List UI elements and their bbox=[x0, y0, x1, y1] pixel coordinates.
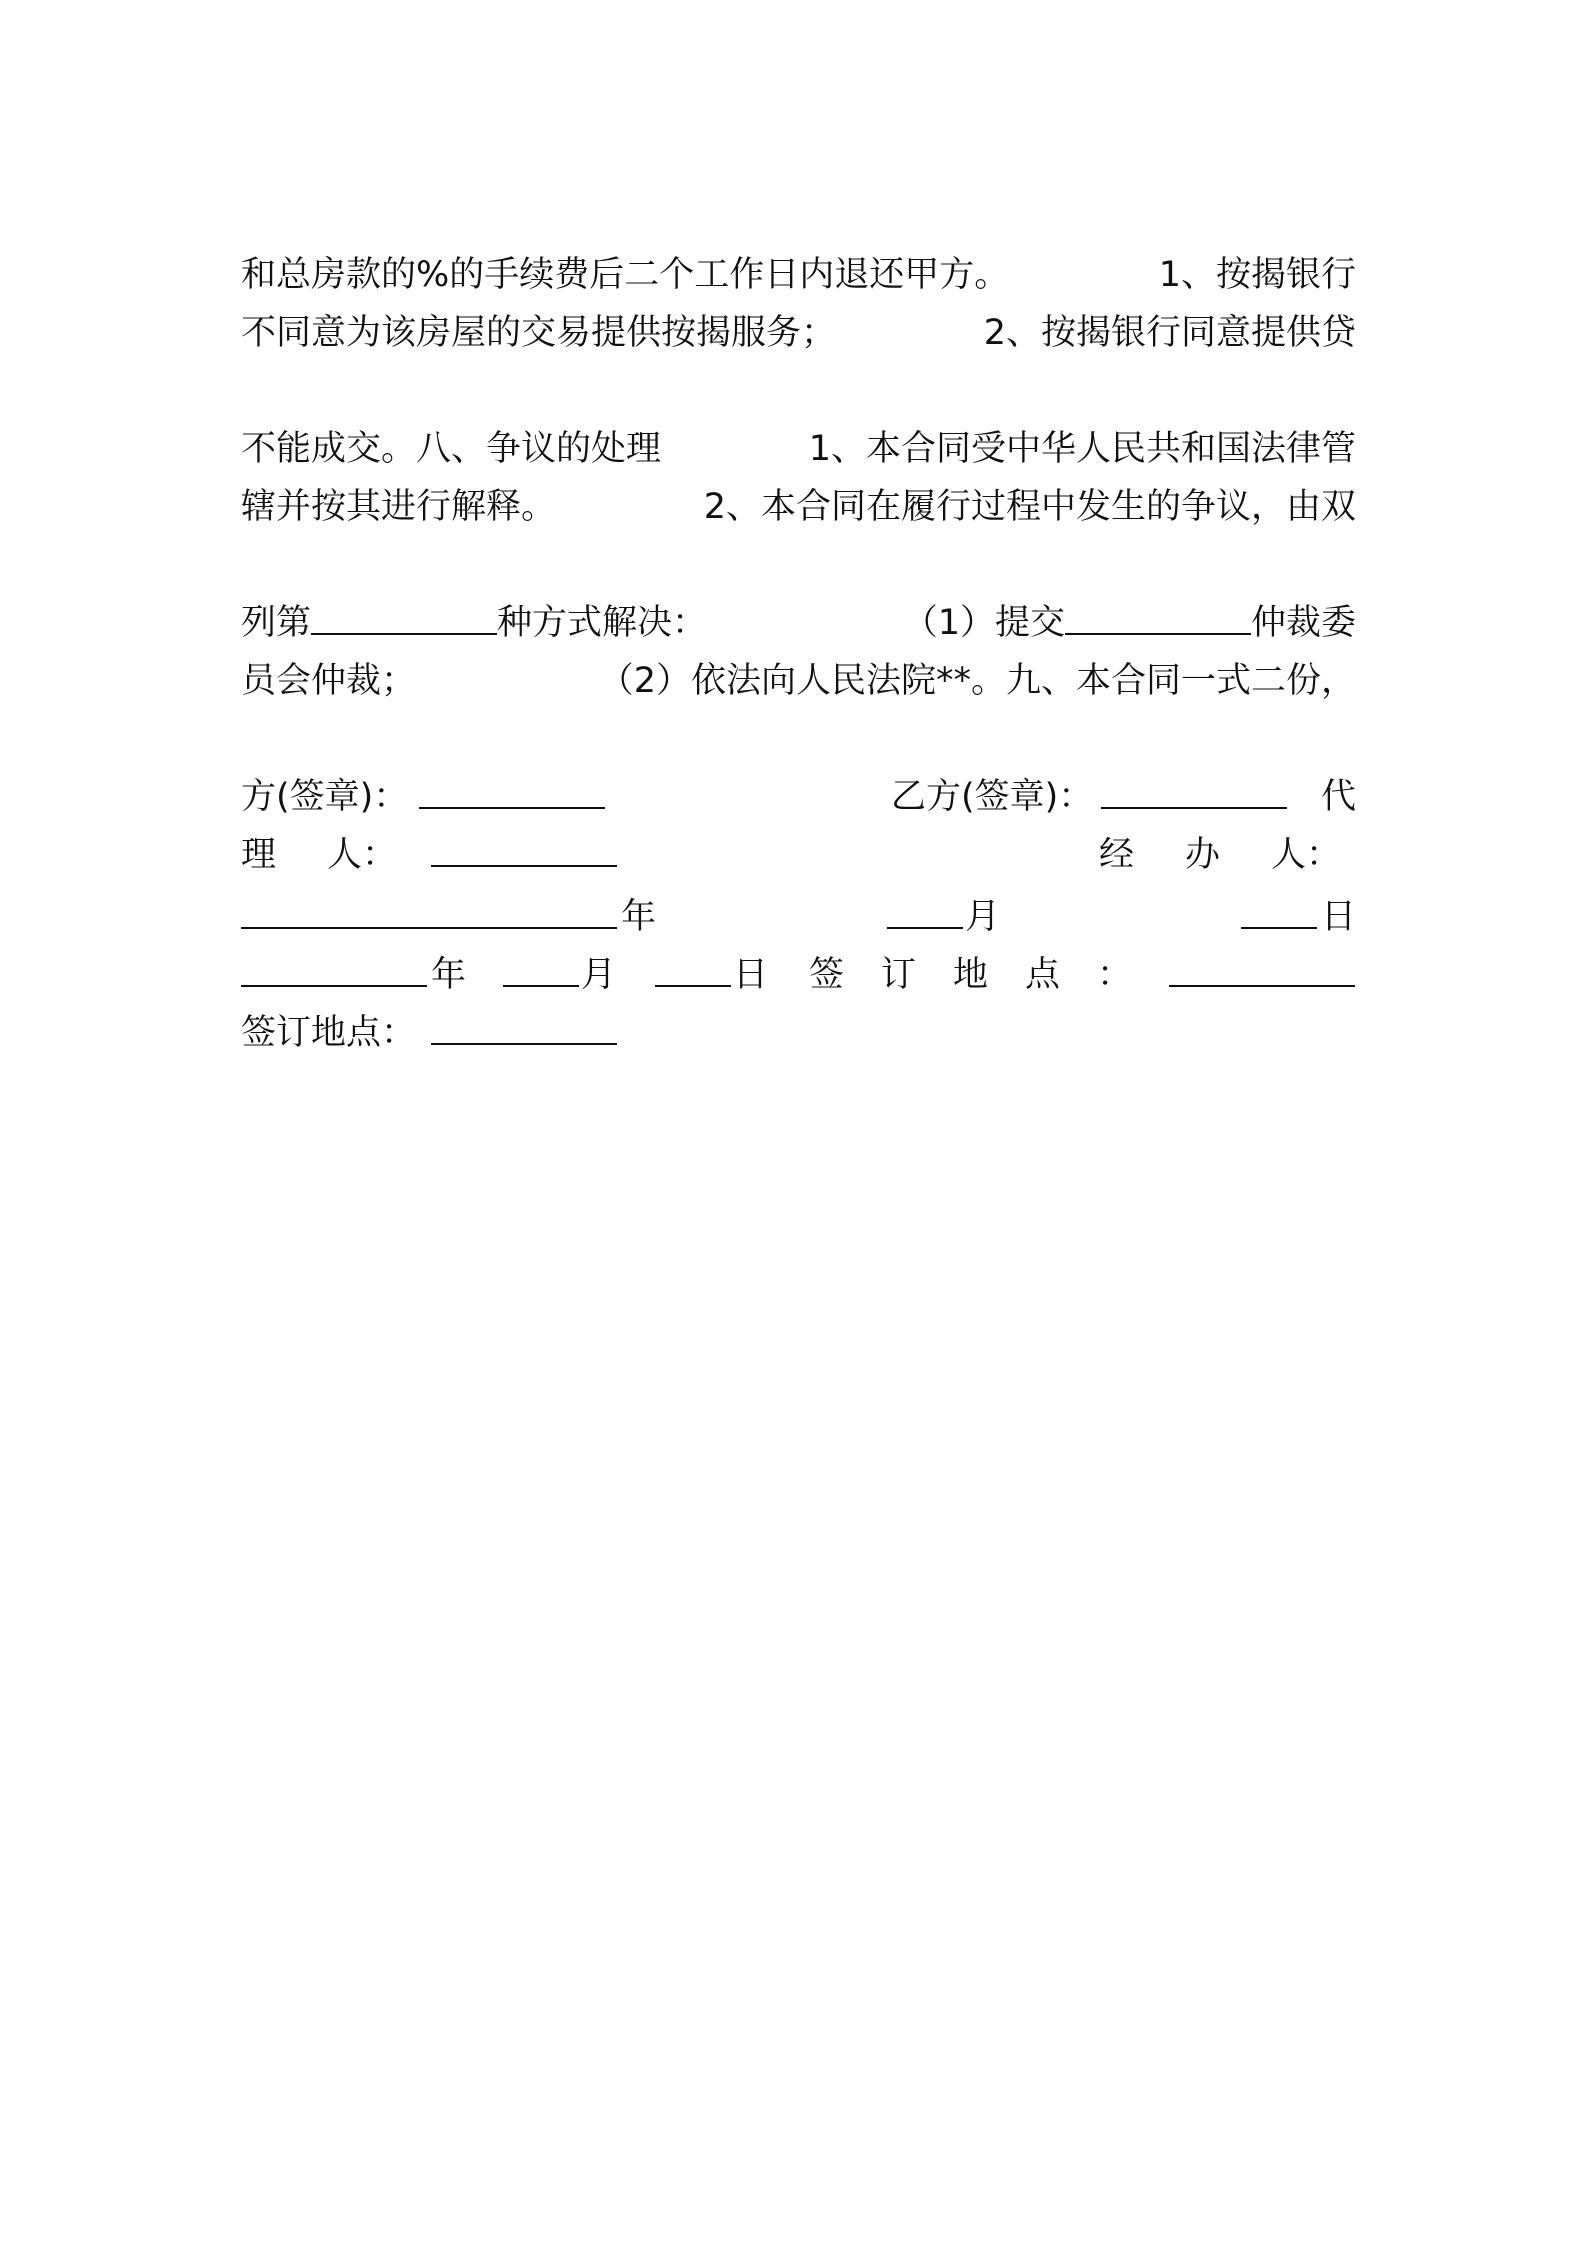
agent-blank[interactable] bbox=[431, 827, 617, 867]
agent-label-start: 代 bbox=[1321, 777, 1356, 817]
clause-8-item-2: 2、本合同在履行过程中发生的争议，由双 bbox=[703, 487, 1356, 527]
year-blank-2[interactable] bbox=[241, 947, 427, 987]
place-char-1: 签 bbox=[809, 955, 845, 995]
year-blank-1[interactable] bbox=[241, 889, 617, 929]
copies-line bbox=[241, 711, 1356, 767]
month-label-2: 月 bbox=[581, 955, 617, 995]
place-colon: ： bbox=[1097, 955, 1133, 995]
interpretation-text: 辖并按其进行解释。 bbox=[241, 487, 557, 527]
mortgage-refuse-line bbox=[241, 305, 1356, 361]
party-b-signature-blank[interactable] bbox=[1101, 769, 1287, 809]
clause-7-line bbox=[241, 189, 1356, 245]
mortgage-refuse-text: 不同意为该房屋的交易提供按揭服务； bbox=[241, 313, 837, 353]
party-a-signature-label: 方(签章)： bbox=[241, 777, 409, 817]
place-char-3: 地 bbox=[953, 955, 989, 995]
place-char-2: 订 bbox=[881, 955, 917, 995]
refund-text: 和总房款的%的手续费后二个工作日内退还甲方。 bbox=[241, 255, 1010, 295]
signature-line bbox=[241, 769, 1356, 825]
year-label-2: 年 bbox=[431, 955, 467, 995]
month-label-1: 月 bbox=[965, 897, 1001, 937]
negotiation-line bbox=[241, 537, 1356, 593]
agent-label-end: 人： bbox=[327, 835, 398, 875]
interpretation-line bbox=[241, 479, 1356, 535]
day-blank-1[interactable] bbox=[1241, 889, 1317, 929]
arbitration-text: 员会仲裁； bbox=[241, 661, 417, 701]
arbitration-prefix: （1）提交 bbox=[902, 603, 1065, 643]
agent-label-char: 理 bbox=[241, 835, 277, 875]
day-label-1: 日 bbox=[1321, 897, 1356, 937]
signing-place-line bbox=[241, 1005, 1356, 1061]
party-b-signature-label: 乙方(签章)： bbox=[891, 777, 1094, 817]
arbitration-commission-blank[interactable] bbox=[1065, 595, 1251, 635]
clause-8-heading: 不能成交。八、争议的处理 bbox=[241, 429, 662, 469]
method-prefix: 列第 bbox=[241, 603, 312, 643]
party-a-signature-blank[interactable] bbox=[419, 769, 605, 809]
month-blank-2[interactable] bbox=[503, 947, 579, 987]
date-line-1 bbox=[241, 889, 1356, 945]
day-blank-2[interactable] bbox=[655, 947, 731, 987]
date-line-2 bbox=[241, 947, 1356, 1003]
place-blank-1[interactable] bbox=[1169, 947, 1355, 987]
clause-8-item-1: 1、本合同受中华人民共和国法律管 bbox=[808, 429, 1356, 469]
clause-8-line bbox=[241, 421, 1356, 477]
year-label-1: 年 bbox=[621, 897, 657, 937]
place-char-4: 点 bbox=[1025, 955, 1061, 995]
item-1-text: 1、按揭银行 bbox=[1158, 255, 1356, 295]
handler-char-3: 人： bbox=[1271, 835, 1342, 875]
signing-place-blank[interactable] bbox=[431, 1005, 617, 1045]
resolution-method-line bbox=[241, 595, 1356, 651]
method-suffix: 种方式解决： bbox=[497, 603, 708, 643]
loan-limit-line bbox=[241, 363, 1356, 419]
signing-place-label: 签订地点： bbox=[241, 1013, 417, 1053]
agent-line bbox=[241, 827, 1356, 883]
arbitration-suffix: 仲裁委 bbox=[1250, 603, 1356, 643]
handler-char-2: 办 bbox=[1185, 835, 1221, 875]
court-text: （2）依法向人民法院**。九、本合同一式二份， bbox=[598, 661, 1356, 701]
method-number-blank[interactable] bbox=[311, 595, 497, 635]
handler-char-1: 经 bbox=[1099, 835, 1135, 875]
clause-6-line bbox=[241, 131, 1356, 187]
item-2-text: 2、按揭银行同意提供贷 bbox=[983, 313, 1356, 353]
day-label-2: 日 bbox=[733, 955, 769, 995]
refund-line bbox=[241, 247, 1356, 303]
month-blank-1[interactable] bbox=[887, 889, 963, 929]
arbitration-line bbox=[241, 653, 1356, 709]
